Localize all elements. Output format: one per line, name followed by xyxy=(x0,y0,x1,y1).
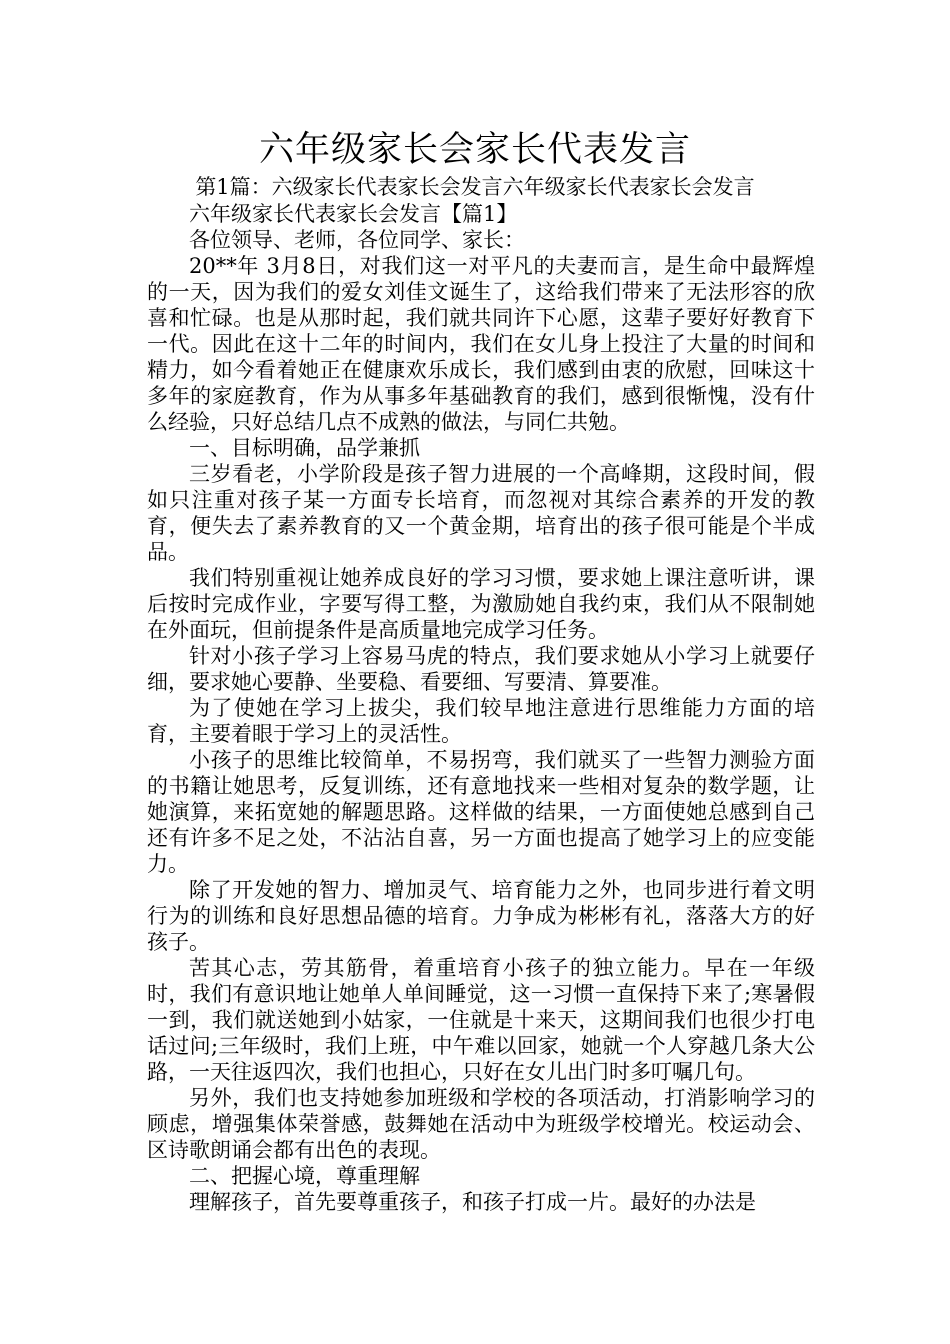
paragraph: 苦其心志，劳其筋骨，着重培育小孩子的独立能力。早在一年级时，我们有意识地让她单人单间睡觉，这一习惯一直保持下来了;寒暑假一到，我们就送她到小姑家，一住就是十来天，这期间我们也很少打电话过问;三年级时，我们上班，中午难以回家，她就一个人穿越几条大公路，一天往返四次，我们也担心，只好在女儿出门时多叮嘱几句。 xyxy=(147,956,815,1084)
document-body xyxy=(147,201,815,1241)
section-heading-1: 一、目标明确，品学兼抓 xyxy=(189,436,420,460)
paragraph: 为了使她在学习上拔尖，我们较早地注意进行思维能力方面的培育，主要着眼于学习上的灵活性。 xyxy=(147,696,815,746)
paragraph: 三岁看老，小学阶段是孩子智力进展的一个高峰期，这段时间，假如只注重对孩子某一方面专长培育，而忽视对其综合素养的开发的教育，便失去了素养教育的又一个黄金期，培育出的孩子很可能是个半成品。 xyxy=(147,462,815,564)
paragraph-salutation: 各位领导、老师，各位同学、家长： xyxy=(189,228,525,252)
paragraph: 我们特别重视让她养成良好的学习习惯，要求她上课注意听讲，课后按时完成作业，字要写得工整，为激励她自我约束，我们从不限制她在外面玩，但前提条件是高质量地完成学习任务。 xyxy=(147,566,815,642)
section-heading-2: 二、把握心境，尊重理解 xyxy=(189,1164,420,1188)
document-title: 六年级家长会家长代表发言 xyxy=(258,130,691,170)
paragraph: 理解孩子，首先要尊重孩子，和孩子打成一片。最好的办法是 xyxy=(189,1190,756,1214)
paragraph-heading-1: 六年级家长代表家长会发言【篇1】 xyxy=(189,202,518,226)
paragraph: 小孩子的思维比较简单，不易拐弯，我们就买了一些智力测验方面的书籍让她思考，反复训练，还有意地找来一些相对复杂的数学题，让她演算，来拓宽她的解题思路。这样做的结果，一方面使她总感到自己还有许多不足之处，不沾沾自喜，另一方面也提高了她学习上的应变能力。 xyxy=(147,748,815,876)
paragraph: 20**年 3月8日，对我们这一对平凡的夫妻而言，是生命中最辉煌的一天，因为我们的爱女刘佳文诞生了，这给我们带来了无法形容的欣喜和忙碌。也是从那时起，我们就共同许下心愿，这辈子要好好教育下一代。因此在这十二年的时间内，我们在女儿身上投注了大量的时间和精力，如今看着她正在健康欢乐成长，我们感到由衷的欣慰，回味这十多年的家庭教育，作为从事多年基础教育的我们，感到很惭愧，没有什么经验，只好总结几点不成熟的做法，与同仁共勉。 xyxy=(147,254,815,434)
document-subtitle: 第1篇：六级家长代表家长会发言六年级家长代表家长会发言 xyxy=(195,175,755,199)
paragraph: 另外，我们也支持她参加班级和学校的各项活动，打消影响学习的顾虑，增强集体荣誉感，鼓舞她在活动中为班级学校增光。校运动会、区诗歌朗诵会都有出色的表现。 xyxy=(147,1086,815,1162)
paragraph: 除了开发她的智力、增加灵气、培育能力之外，也同步进行着文明行为的训练和良好思想品德的培育。力争成为彬彬有礼，落落大方的好孩子。 xyxy=(147,878,815,954)
paragraph: 针对小孩子学习上容易马虎的特点，我们要求她从小学习上就要仔细，要求她心要静、坐要稳、看要细、写要清、算要准。 xyxy=(147,644,815,694)
